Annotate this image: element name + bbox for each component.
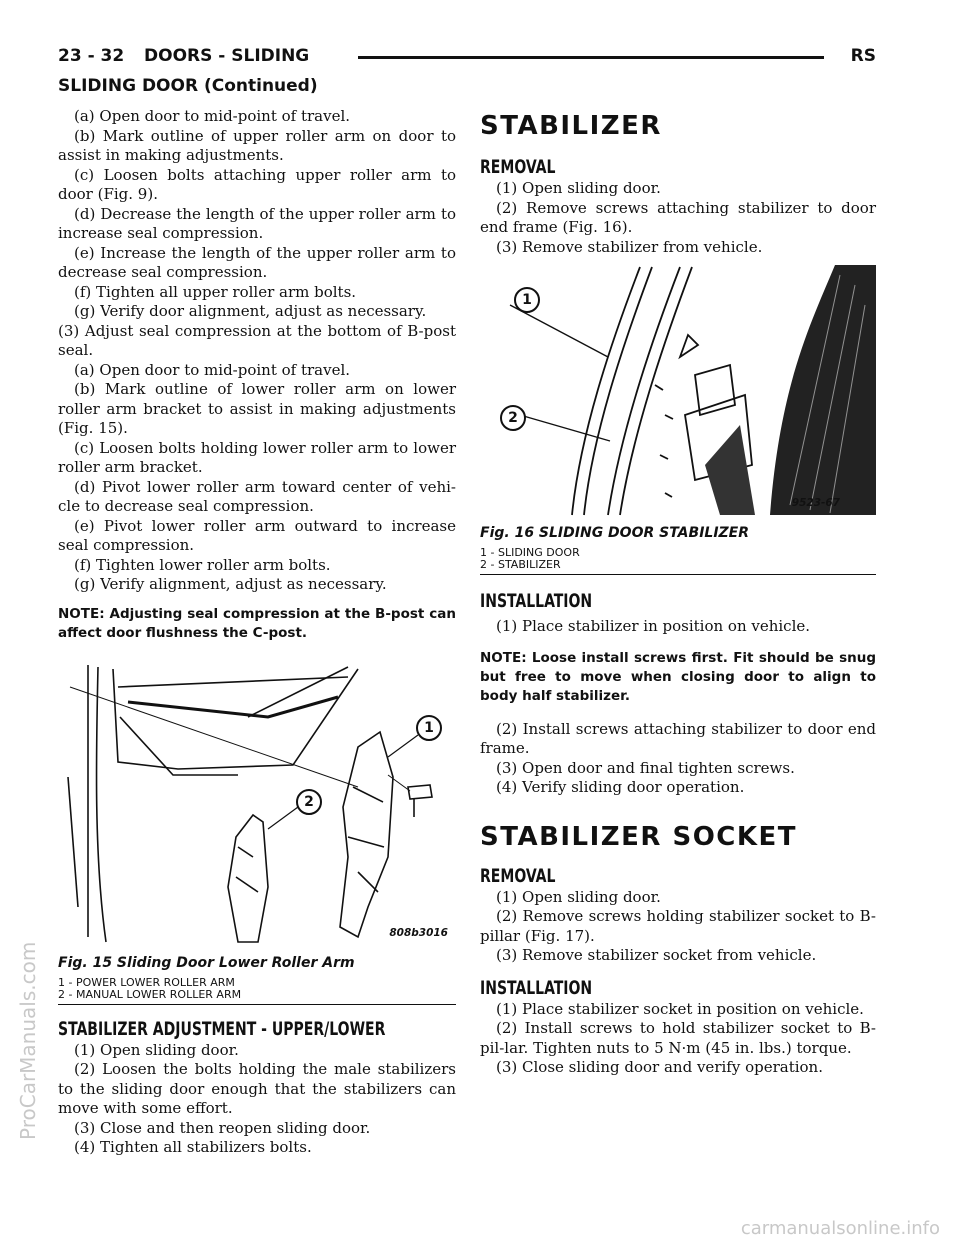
step-text: (g) Verify door alignment, adjust as necessary. <box>74 302 427 320</box>
figure-rule <box>480 574 876 575</box>
figure-15 <box>58 657 456 1005</box>
stabilizer-socket-title: STABILIZER SOCKET <box>480 821 798 852</box>
figure-caption: Fig. 16 SLIDING DOOR STABILIZER <box>480 525 750 541</box>
figure-rule <box>58 1004 456 1005</box>
stabilizer-adjustment-heading: STABILIZER ADJUSTMENT - UPPER/LOWER <box>58 1017 386 1040</box>
step-text: (2) Loosen the bolts holding the male stabilizers to the sliding door enough that the stabilizers can move with some effort. <box>58 1060 456 1117</box>
step-text: (4) Verify sliding door operation. <box>496 778 745 796</box>
step-text: (3) Adjust seal compression at the bottom of B-post seal. <box>58 321 456 359</box>
step-text: (3) Remove stabilizer from vehicle. <box>496 237 763 256</box>
step-text: (e) Pivot lower roller arm outward to increase seal compression. <box>58 516 456 554</box>
step-text: (2) Install screws attaching stabilizer to door end frame. <box>480 719 876 757</box>
figure-code: 808b3016 <box>389 926 448 939</box>
step-text: (d) Decrease the length of the upper roller arm to increase seal compression. <box>58 204 456 242</box>
page-header <box>58 46 876 72</box>
right-column <box>480 107 876 1078</box>
note-text: NOTE: Loose install screws first. Fit should be snug but free to move when closing door to align to body half stabilizer. <box>480 649 876 704</box>
step-text: (a) Open door to mid-point of travel. <box>74 107 351 125</box>
step-text: (1) Open sliding door. <box>496 179 661 197</box>
model-code: RS <box>850 46 876 66</box>
roller-arm-illustration <box>58 657 456 947</box>
installation-heading: INSTALLATION <box>480 590 593 612</box>
step-text: (1) Place stabilizer in position on vehicle. <box>496 617 811 635</box>
step-text: (3) Open door and final tighten screws. <box>496 758 795 777</box>
step-text: (2) Remove screws holding stabilizer socket to B-pillar (Fig. 17). <box>480 907 876 945</box>
step-text: (1) Place stabilizer socket in position on vehicle. <box>496 999 864 1018</box>
figure-legend-item: 2 - MANUAL LOWER ROLLER ARM <box>58 987 242 1001</box>
step-text: (3) Close and then reopen sliding door. <box>74 1118 371 1137</box>
side-watermark: ProCarManuals.com <box>16 941 40 1140</box>
header-rule <box>358 56 824 59</box>
step-text: (b) Mark outline of lower roller arm on lower roller arm bracket to assist in making adjustments (Fig. 15). <box>58 380 456 437</box>
socket-installation-heading: INSTALLATION <box>480 976 593 999</box>
step-text: (3) Close sliding door and verify operation. <box>496 1058 823 1076</box>
callout-2: 2 <box>500 405 526 431</box>
stabilizer-title: STABILIZER <box>480 111 662 141</box>
figure-16 <box>480 265 876 575</box>
step-text: (d) Pivot lower roller arm toward center of vehi-cle to decrease seal compression. <box>58 477 456 515</box>
page-number: 23 - 32 <box>58 46 125 66</box>
step-text: (g) Verify alignment, adjust as necessary. <box>74 575 387 593</box>
section-title: DOORS - SLIDING <box>144 46 310 66</box>
step-text: (f) Tighten all upper roller arm bolts. <box>74 282 357 301</box>
step-text: (e) Increase the length of the upper roller arm to decrease seal compression. <box>58 243 456 281</box>
socket-removal-heading: REMOVAL <box>480 864 556 887</box>
callout-1: 1 <box>514 287 540 313</box>
figure-code: 9523-67 <box>791 497 840 509</box>
figure-legend-item: 1 - SLIDING DOOR <box>480 546 580 559</box>
step-text: (a) Open door to mid-point of travel. <box>74 360 351 379</box>
removal-heading: REMOVAL <box>480 156 556 178</box>
step-text: (2) Remove screws attaching stabilizer to door end frame (Fig. 16). <box>480 198 876 236</box>
footer-watermark: carmanualsonline.info <box>740 1218 940 1239</box>
step-text: (4) Tighten all stabilizers bolts. <box>74 1138 312 1156</box>
callout-1: 1 <box>416 715 442 741</box>
left-column <box>58 107 456 1158</box>
step-text: (2) Install screws to hold stabilizer socket to B-pil-lar. Tighten nuts to 5 N·m (45 in. lbs.) torque. <box>480 1019 876 1057</box>
figure-caption: Fig. 15 Sliding Door Lower Roller Arm <box>58 954 355 971</box>
step-text: (1) Open sliding door. <box>496 887 661 906</box>
step-text: (c) Loosen bolts holding lower roller arm to lower roller arm bracket. <box>58 438 456 476</box>
step-text: (3) Remove stabilizer socket from vehicle. <box>496 946 817 964</box>
figure-legend-item: 2 - STABILIZER <box>480 558 561 571</box>
callout-2: 2 <box>296 789 322 815</box>
step-text: (c) Loosen bolts attaching upper roller arm to door (Fig. 9). <box>58 165 456 203</box>
continued-title: SLIDING DOOR (Continued) <box>58 76 318 96</box>
note-text: NOTE: Adjusting seal compression at the B-post can affect door flushness the C-post. <box>58 605 456 641</box>
step-text: (b) Mark outline of upper roller arm on door to assist in making adjustments. <box>58 126 456 164</box>
step-text: (f) Tighten lower roller arm bolts. <box>74 555 331 574</box>
figure-legend-item: 1 - POWER LOWER ROLLER ARM <box>58 975 235 989</box>
step-text: (1) Open sliding door. <box>74 1040 239 1059</box>
